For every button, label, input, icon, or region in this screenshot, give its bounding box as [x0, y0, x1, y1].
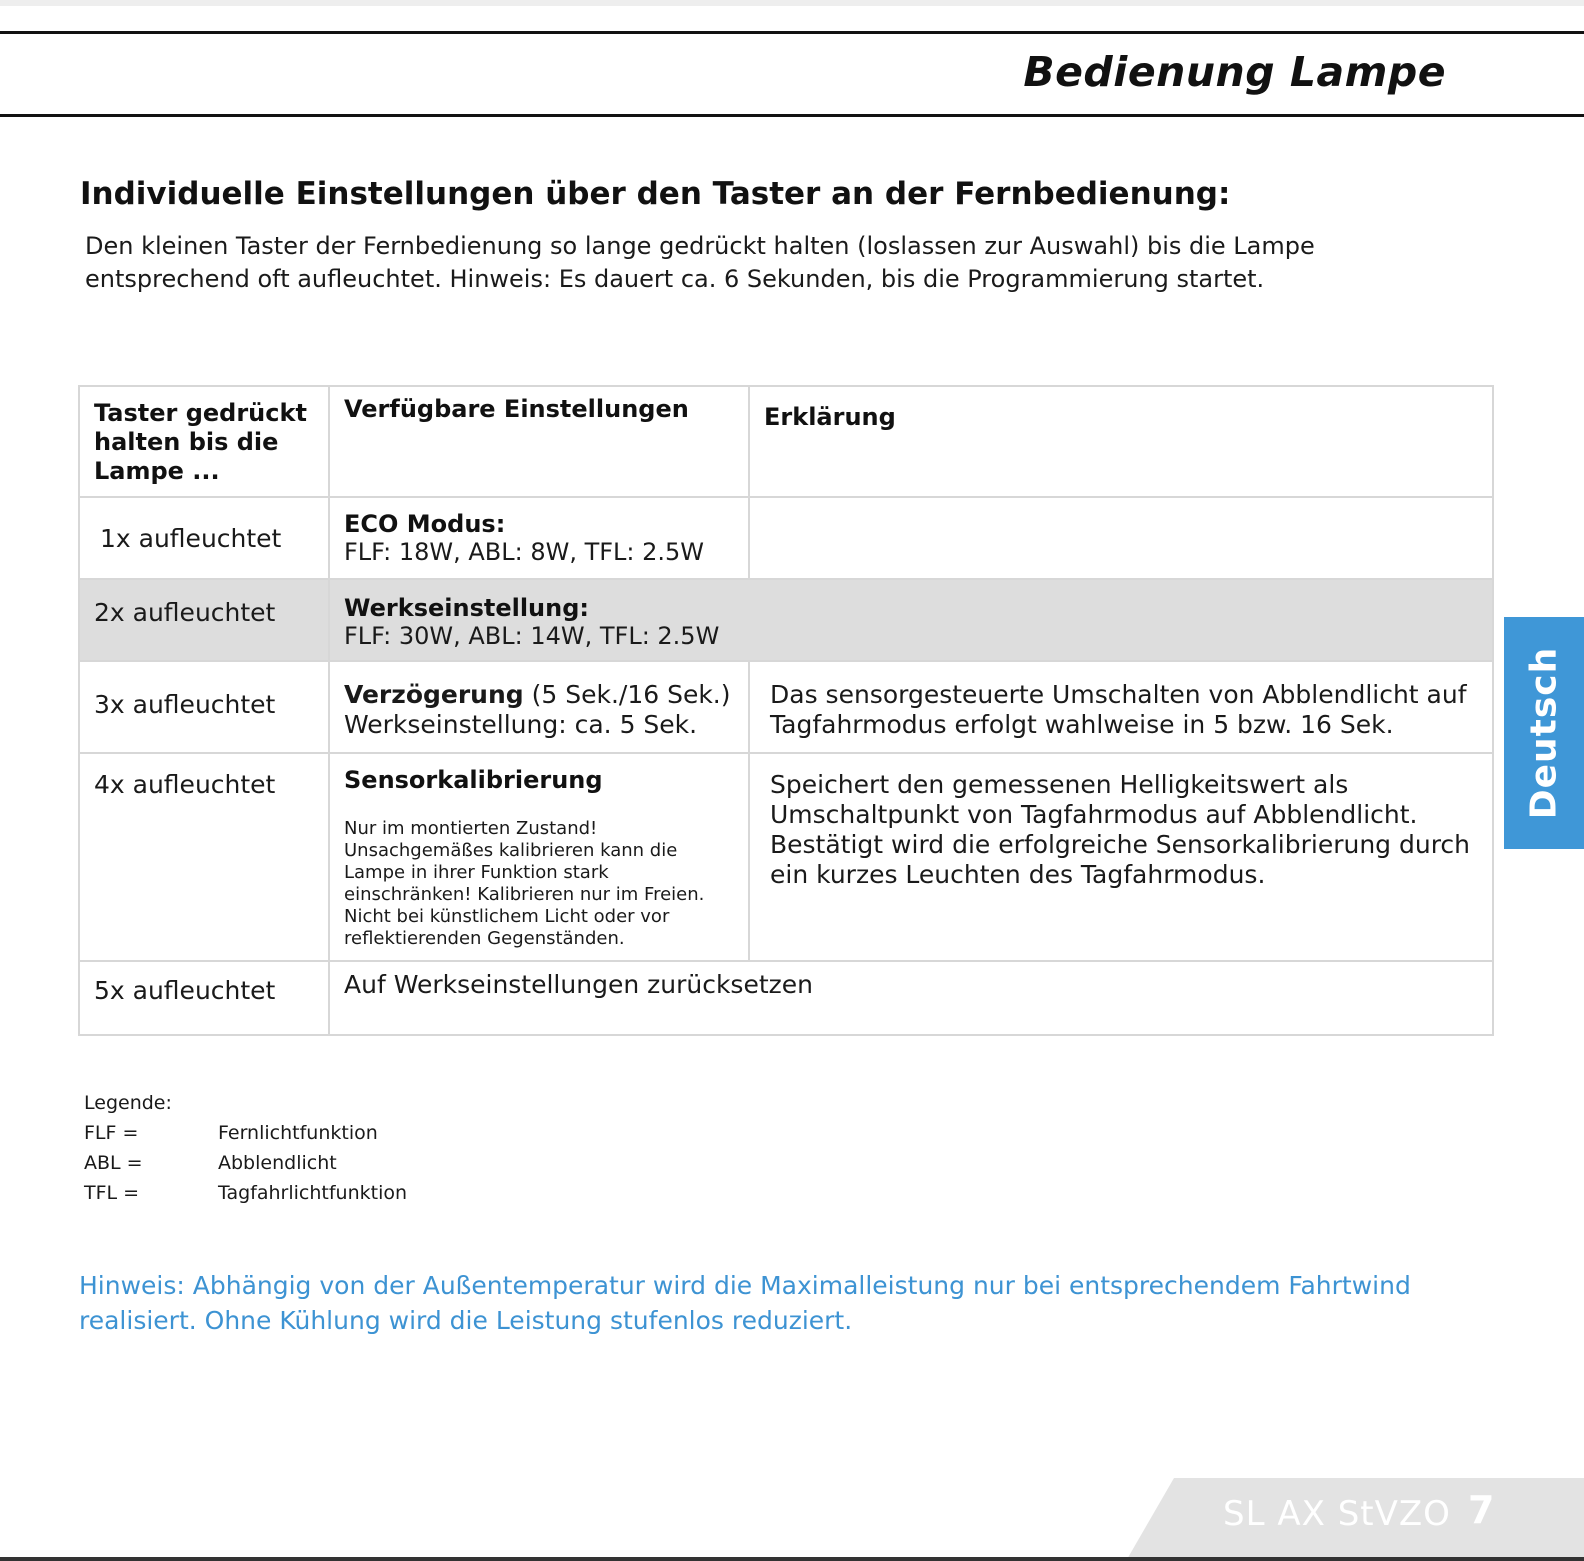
legend-item — [84, 1118, 378, 1148]
legend-item — [84, 1148, 337, 1178]
setting-title: ECO Modus: — [344, 510, 506, 538]
section-heading: Individuelle Einstellungen über den Taster an der Fernbedienung: — [80, 176, 1231, 212]
intro-line-2: entsprechend oft aufleuchtet. Hinweis: Es dauert ca. 6 Sekunden, bis die Programmierung startet. — [85, 265, 1265, 293]
legend-abbreviation: ABL = — [84, 1152, 143, 1174]
table-row — [79, 497, 1493, 579]
setting-cell — [329, 661, 749, 753]
explanation-cell — [749, 497, 1493, 579]
legend-definition: Fernlichtfunktion — [218, 1122, 378, 1144]
intro-paragraph — [85, 230, 1445, 296]
legend — [84, 1088, 408, 1208]
press-cell — [79, 661, 329, 753]
legend-abbreviation: FLF = — [84, 1122, 139, 1144]
setting-detail: Werkseinstellung: ca. 5 Sek. — [344, 710, 698, 739]
explanation-text: Speichert den gemessenen Helligkeitswert als Umschaltpunkt von Tagfahrmodus auf Abblendlicht. Bestätigt wird die erfolgreiche Sensorkalibrierung durch ein kurzes Leuchten des Tagfahrmodus. — [770, 770, 1471, 889]
press-count: 4x aufleuchtet — [94, 770, 276, 799]
press-cell — [79, 961, 329, 1035]
header-explanation-label: Erklärung — [764, 403, 896, 431]
setting-detail: Auf Werkseinstellungen zurücksetzen — [344, 970, 813, 999]
language-tab — [1504, 617, 1584, 849]
press-count: 1x aufleuchtet — [100, 524, 282, 553]
press-count: 3x aufleuchtet — [94, 690, 276, 719]
setting-title: Verzögerung — [344, 680, 524, 709]
explanation-text: Das sensorgesteuerte Umschalten von Abblendlicht auf Tagfahrmodus erfolgt wahlweise in 5 bzw. 16 Sek. — [770, 680, 1467, 739]
setting-detail: FLF: 30W, ABL: 14W, TFL: 2.5W — [344, 622, 720, 650]
setting-cell-merged — [329, 579, 1493, 661]
settings-table — [78, 385, 1494, 1036]
table-row — [79, 961, 1493, 1035]
legend-definition: Tagfahrlichtfunktion — [218, 1182, 408, 1204]
header-cell-settings — [329, 386, 749, 497]
footer-page-number: 7 — [1468, 1488, 1495, 1532]
setting-cell — [329, 497, 749, 579]
press-cell — [79, 753, 329, 961]
explanation-cell — [749, 753, 1493, 961]
table-row — [79, 753, 1493, 961]
press-count: 5x aufleuchtet — [94, 976, 276, 1005]
setting-cell — [329, 753, 749, 961]
press-count: 2x aufleuchtet — [94, 598, 276, 627]
header-settings-label: Verfügbare Einstellungen — [344, 395, 689, 423]
page-title: Bedienung Lampe — [1023, 48, 1446, 96]
press-cell — [79, 497, 329, 579]
page-header — [0, 31, 1584, 117]
table-row-highlighted — [79, 579, 1493, 661]
header-cell-explanation — [749, 386, 1493, 497]
legend-item — [84, 1178, 408, 1208]
table-row — [79, 661, 1493, 753]
setting-cell-merged — [329, 961, 1493, 1035]
intro-line-1: Den kleinen Taster der Fernbedienung so lange gedrückt halten (loslassen zur Auswahl) bis die Lampe — [85, 232, 1315, 260]
legend-definition: Abblendlicht — [218, 1152, 337, 1174]
table-header-row — [79, 386, 1493, 497]
header-cell-press — [79, 386, 329, 497]
legend-title: Legende: — [84, 1092, 172, 1114]
setting-title-suffix: (5 Sek./16 Sek.) — [523, 680, 731, 709]
footer-product-name: SL AX StVZO — [1223, 1494, 1451, 1534]
header-press-label: Taster gedrückt halten bis die Lampe ... — [94, 399, 307, 485]
setting-warning-note: Nur im montierten Zustand! Unsachgemäßes kalibrieren kann die Lampe in ihrer Funktion stark einschränken! Kalibrieren nur im Freien. Nicht bei künstlichem Licht oder vor reflektierenden Gegenständen. — [344, 818, 705, 949]
setting-title: Werkseinstellung: — [344, 594, 590, 622]
temperature-note: Hinweis: Abhängig von der Außentemperatur wird die Maximalleistung nur bei entsprechendem Fahrtwind realisiert. Ohne Kühlung wird die Leistung stufenlos reduziert. — [79, 1271, 1411, 1335]
setting-detail: FLF: 18W, ABL: 8W, TFL: 2.5W — [344, 538, 705, 566]
press-cell — [79, 579, 329, 661]
setting-title: Sensorkalibrierung — [344, 766, 603, 794]
language-tab-label: Deutsch — [1523, 646, 1565, 820]
top-edge-strip — [0, 0, 1584, 6]
explanation-cell — [749, 661, 1493, 753]
legend-abbreviation: TFL = — [84, 1182, 140, 1204]
bottom-rule — [0, 1557, 1584, 1561]
explanation-text — [750, 498, 1492, 518]
